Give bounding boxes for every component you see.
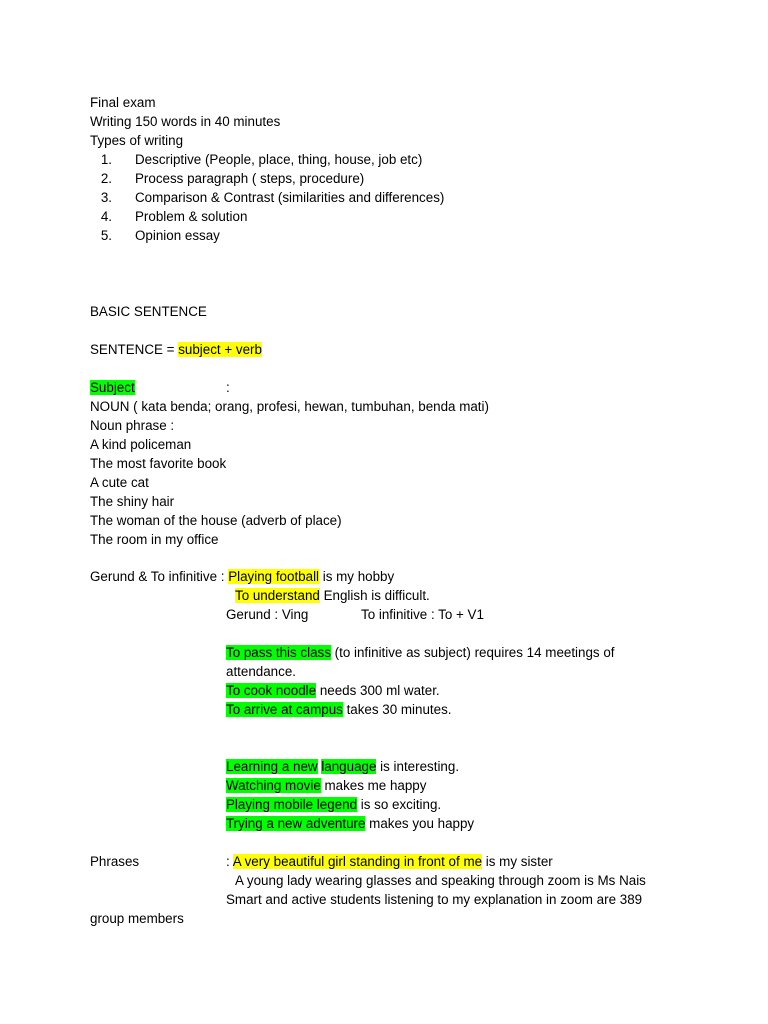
sentence-formula [90,340,262,359]
gerund-example [226,814,474,833]
gerund-example [226,776,426,795]
list-number: 5. [100,228,112,243]
formula-prefix: SENTENCE = [90,342,179,357]
gerund-rest: is my hobby [319,569,395,584]
example-highlight: Watching movie [226,778,321,793]
gerund-highlight: Playing football [228,569,320,584]
noun-phrase-item: The most favorite book [90,456,227,471]
noun-phrase-heading: Noun phrase : [90,418,175,433]
phrase-example-1 [226,852,553,871]
infinitive-rest: English is difficult. [319,588,430,603]
infinitive-highlight: To understand [235,588,320,603]
list-text: Process paragraph ( steps, procedure) [135,171,365,186]
gerund-label: Gerund & To infinitive : [90,569,229,584]
infinitive-example-cont: attendance. [226,664,296,679]
list-item [90,207,247,226]
noun-phrase-item: A cute cat [90,475,149,490]
example-highlight: Trying a new adventure [226,816,366,831]
subject-colon: : [226,380,230,395]
list-text: Problem & solution [135,209,248,224]
example-highlight: Learning a new [226,759,318,774]
example-rest: makes you happy [365,816,475,831]
gerund-example-1 [90,567,394,586]
noun-phrase-item: The woman of the house (adverb of place) [90,513,342,528]
list-text: Opinion essay [135,228,220,243]
noun-line: NOUN ( kata benda; orang, profesi, hewan, tumbuhan, benda mati) [90,399,489,414]
example-highlight: To cook noodle [226,683,317,698]
example-highlight: language [321,759,377,774]
list-item [90,169,364,188]
phrase-example-3-cont: group members [90,911,184,926]
noun-phrase-item: The room in my office [90,532,219,547]
example-rest: is interesting. [376,759,460,774]
phrase-rest: is my sister [482,854,553,869]
list-item [90,188,444,207]
list-item [90,226,220,245]
example-rest: needs 300 ml water. [316,683,440,698]
phrase-example-2: A young lady wearing glasses and speaking through zoom is Ms Nais [235,873,646,888]
list-item [90,150,422,169]
doc-subtitle: Writing 150 words in 40 minutes [90,114,281,129]
list-number: 2. [100,171,112,186]
subject-label-line [90,378,135,397]
rule-infinitive: To infinitive : To + V1 [361,607,484,622]
list-text: Comparison & Contrast (similarities and differences) [135,190,445,205]
formula-highlight: subject + verb [178,342,262,357]
list-number: 3. [100,190,112,205]
rule-gerund: Gerund : Ving [226,607,309,622]
infinitive-example [226,643,615,662]
example-rest: takes 30 minutes. [342,702,452,717]
phrase-highlight: A very beautiful girl standing in front of me [232,854,483,869]
list-number: 4. [100,209,112,224]
infinitive-example [226,700,452,719]
infinitive-example [226,681,440,700]
example-rest: makes me happy [320,778,427,793]
doc-title: Final exam [90,95,156,110]
list-text: Descriptive (People, place, thing, house, job etc) [135,152,423,167]
subject-label: Subject [90,380,135,395]
phrase-example-3: Smart and active students listening to my explanation in zoom are 389 [226,892,643,907]
example-highlight: To arrive at campus [226,702,343,717]
gerund-example-2 [235,586,430,605]
example-highlight: Playing mobile legend [226,797,358,812]
noun-phrase-item: The shiny hair [90,494,175,509]
noun-phrase-item: A kind policeman [90,437,192,452]
types-heading: Types of writing [90,133,184,148]
example-rest: is so exciting. [357,797,442,812]
phrases-label: Phrases [90,854,140,869]
example-rest: (to infinitive as subject) requires 14 meetings of [330,645,615,660]
example-highlight: To pass this class [226,645,331,660]
basic-sentence-heading: BASIC SENTENCE [90,304,207,319]
phrase-colon: : [226,854,233,869]
list-number: 1. [100,152,112,167]
gerund-example [226,795,441,814]
gerund-example [226,757,459,776]
